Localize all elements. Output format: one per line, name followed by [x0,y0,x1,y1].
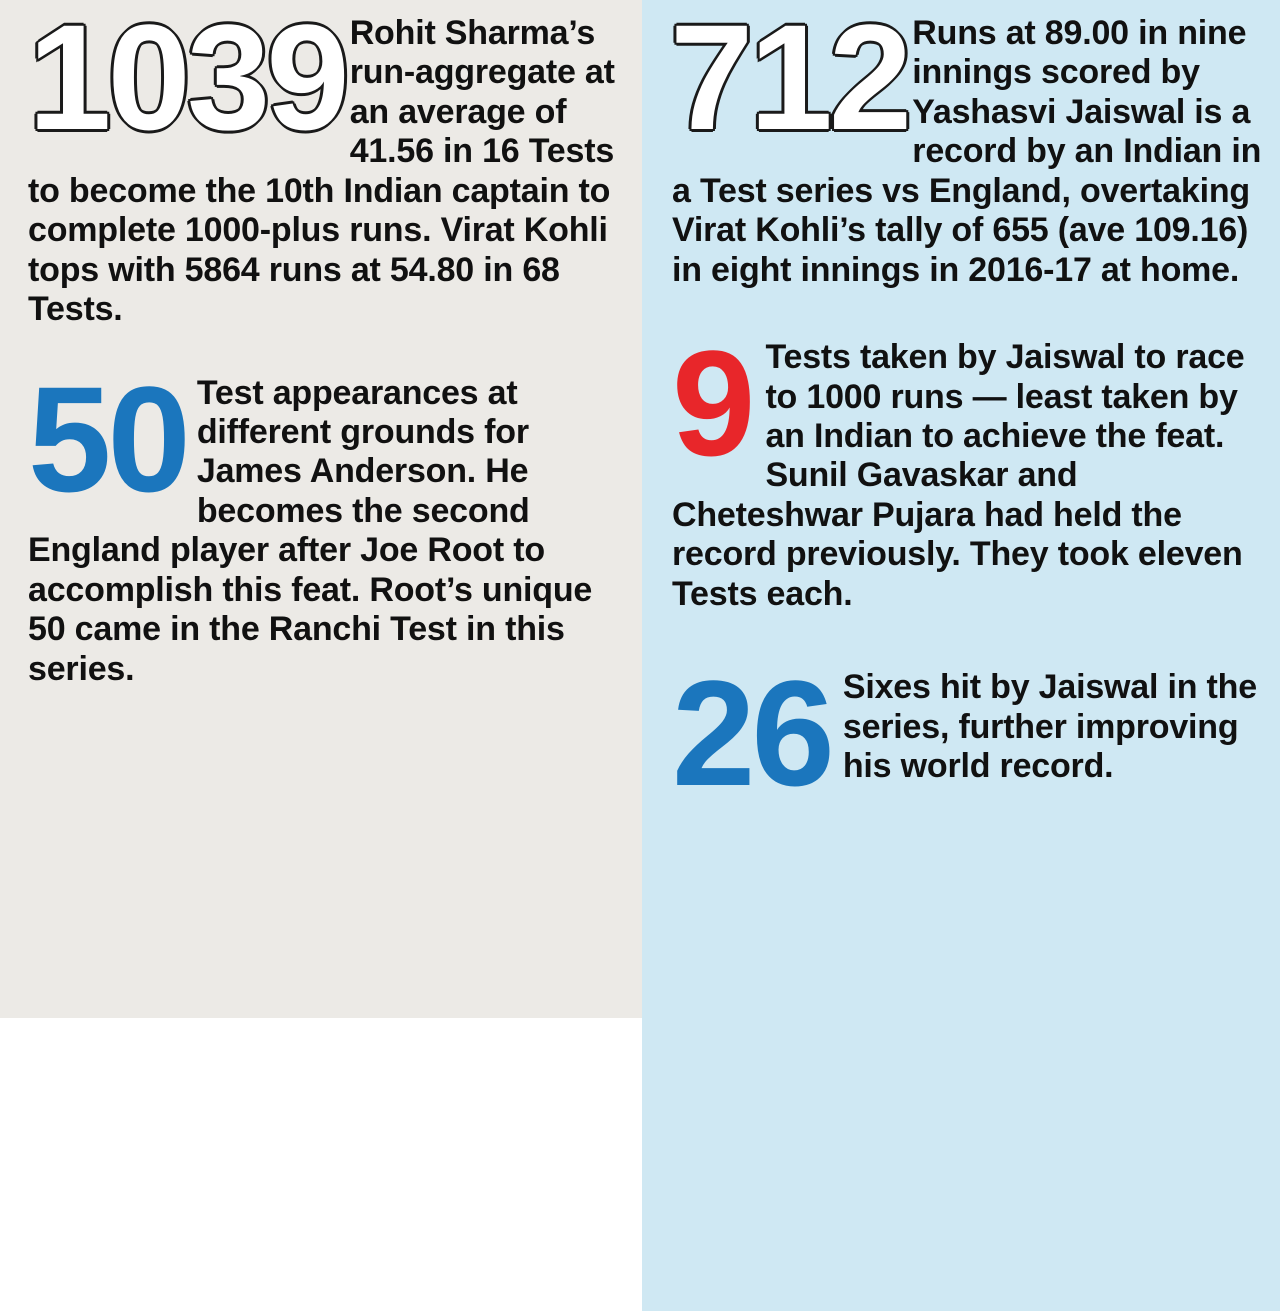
fact-number-50: 50 [28,354,187,523]
fact-number-26: 26 [672,649,831,818]
right-column [642,0,1280,1311]
fact-card-50 [28,354,626,690]
fact-text-9: Tests taken by Jaiswal to race to 1000 runs — least taken by an Indian to achieve the feat. Sunil Gavaskar and Cheteshwar Pujara had held the record previously. They took eleven Tests each. [672,338,1245,613]
fact-card-9 [672,319,1262,614]
fact-card-712 [670,0,1262,290]
fact-number-712: 712 [670,0,909,161]
fact-text-712: Runs at 89.00 in nine innings scored by Yashasvi Jaiswal is a record by an Indian in a Test series vs England, overtaking Virat Kohli’s tally of 655 (ave 109.16) in eight innings in 2016-17 at home. [672,14,1262,289]
fact-card-26 [672,649,1262,818]
fact-card-1039 [28,0,626,330]
fact-text-1039: Rohit Sharma’s run-aggregate at an average of 41.56 in 16 Tests to become the 10th Indian captain to complete 1000-plus runs. Virat Kohli tops with 5864 runs at 54.80 in 68 Tests. [28,14,615,329]
fact-text-50: Test appearances at different grounds for James Anderson. He becomes the second England player after Joe Root to accomplish this feat. Root’s unique 50 came in the Ranchi Test in this series. [28,373,593,688]
fact-number-9: 9 [672,319,754,488]
fact-number-1039: 1039 [28,0,346,161]
left-column-panel [0,0,642,1018]
fact-text-26: Sixes hit by Jaiswal in the series, further improving his world record. [842,668,1257,785]
